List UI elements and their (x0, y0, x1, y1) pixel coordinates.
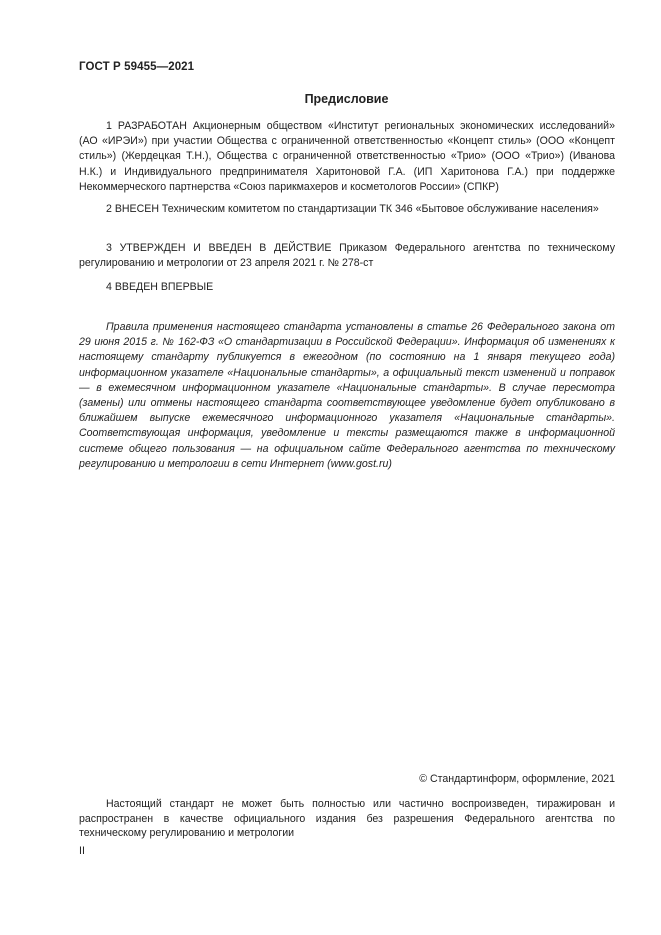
page-number: II (79, 845, 85, 857)
reproduction-notice: Настоящий стандарт не может быть полностью или частично воспроизведен, тиражирован и распространен в качестве официального издания без разрешения Федерального агентства по техническому регулированию и метрологии (79, 798, 615, 840)
preface-item-2: 2 ВНЕСЕН Техническим комитетом по стандартизации ТК 346 «Бытовое обслуживание населения» (106, 203, 599, 215)
application-rules-notice: Правила применения настоящего стандарта установлены в статье 26 Федерального закона от 29 июня 2015 г. № 162-ФЗ «О стандартизации в Российской Федерации». Информация об изменениях к настоящему стандарту публикуется в ежегодном (по состоянию на 1 января текущего года) информационном указателе «Национальные стандарты», а официальный текст изменений и поправок — в ежемесячном информационном указателе «Национальные стандарты». В случае пересмотра (замены) или отмены настоящего стандарта соответствующее уведомление будет опубликовано в ближайшем выпуске ежемесячного информационного указателя «Национальные стандарты». Соответствующая информация, уведомление и тексты размещаются также в информационной системе общего пользования — на официальном сайте Федерального агентства по техническому регулированию и метрологии в сети Интернет (www.gost.ru) (79, 321, 615, 470)
preface-item-4: 4 ВВЕДЕН ВПЕРВЫЕ (106, 281, 214, 293)
preface-item-1: 1 РАЗРАБОТАН Акционерным обществом «Институт региональных экономических исследований» (АО «ИРЭИ») при участии Общества с ограниченной ответственностью «Концепт стиль» (ООО «Концепт стиль») (Жердецкая Т.Н.), Общества с ограниченной ответственностью «Трио» (ООО «Трио») (Иванова Н.К.) и Индивидуального предпринимателя Харитоновой Г.А. (ИП Харитонова Г.А.) при поддержке Некоммерческого партнерства «Союз парикмахеров и косметологов России» (СПКР) (79, 120, 615, 193)
standard-code: ГОСТ Р 59455—2021 (79, 61, 195, 73)
preface-item-3: 3 УТВЕРЖДЕН И ВВЕДЕН В ДЕЙСТВИЕ Приказом Федерального агентства по техническому регулированию и метрологии от 23 апреля 2021 г. № 278-ст (79, 242, 615, 270)
copyright-line: © Стандартинформ, оформление, 2021 (419, 773, 615, 785)
preface-title: Предисловие (304, 92, 389, 106)
